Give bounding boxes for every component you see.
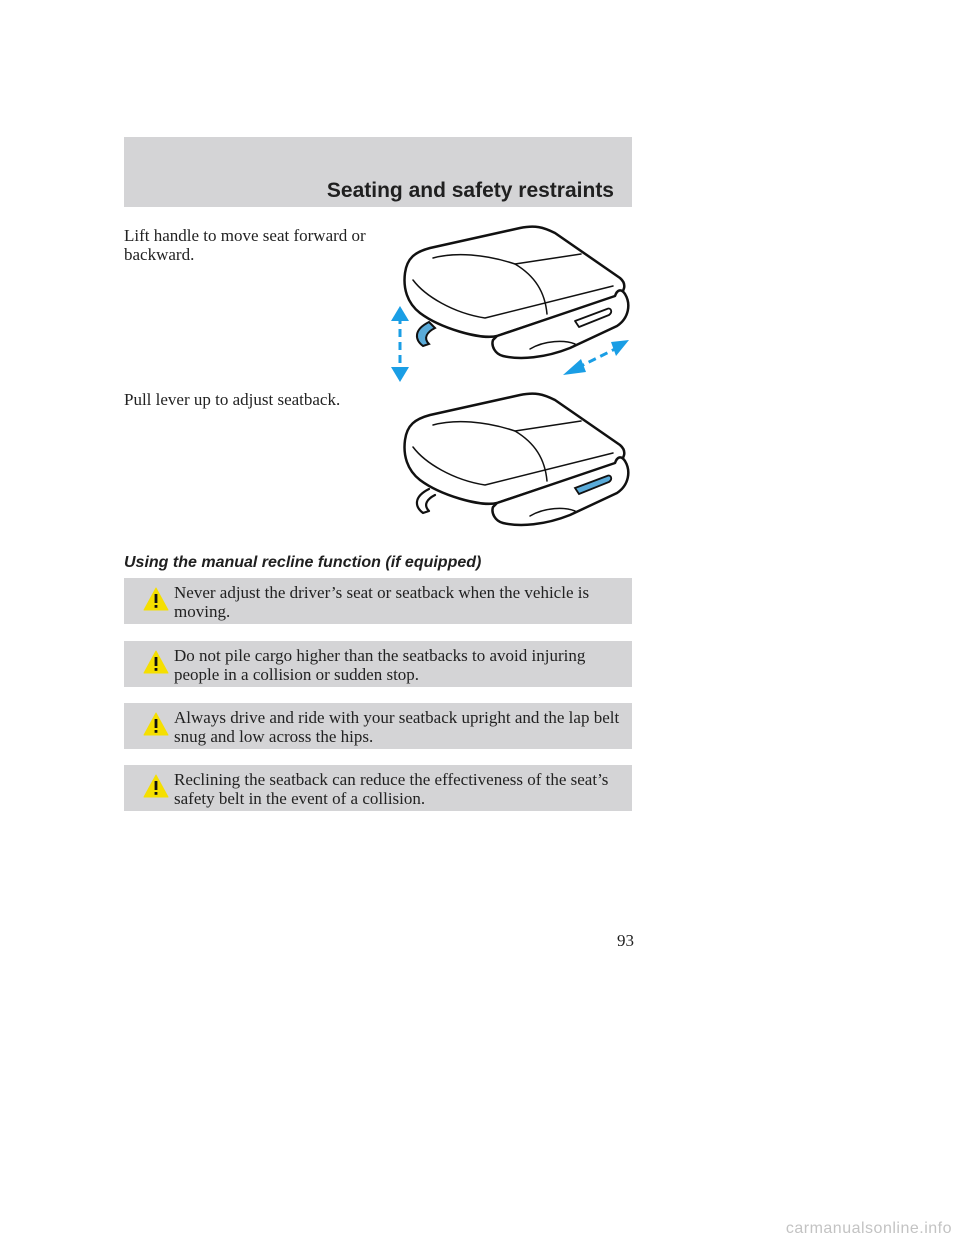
fore-aft-handle-highlighted: [417, 322, 435, 346]
warning-text: Never adjust the driver’s seat or seatback when the vehicle is moving.: [174, 583, 590, 621]
warning-box: [124, 641, 632, 687]
warning-triangle-icon: [142, 711, 170, 737]
seat-side-trim: [492, 457, 628, 525]
section-title: Seating and safety restraints: [326, 179, 614, 202]
seat-cushion-panel-line: [433, 421, 581, 431]
fore-aft-handle: [417, 489, 435, 513]
warning-box: [124, 765, 632, 811]
seat-recline-illustration: [385, 385, 635, 550]
warning-text: Reclining the seatback can reduce the effectiveness of the seat’s safety belt in the event of a collision.: [174, 770, 609, 808]
seat-side-trim: [492, 290, 628, 358]
watermark-text: carmanualsonline.info: [785, 1220, 952, 1237]
warning-box: [124, 578, 632, 624]
warning-box: [124, 703, 632, 749]
warning-triangle-icon: [142, 773, 170, 799]
page-number: 93: [617, 931, 634, 950]
seat-fore-aft-illustration: [385, 218, 635, 383]
paragraph-fore-aft-adjust: Lift handle to move seat forward or backward.: [124, 226, 366, 264]
up-down-arrow: [391, 306, 409, 382]
warning-triangle-icon: [142, 649, 170, 675]
seat-cushion-panel-line: [433, 254, 581, 264]
warning-text: Do not pile cargo higher than the seatbacks to avoid injuring people in a collision or sudden stop.: [174, 646, 586, 684]
paragraph-recline-adjust: Pull lever up to adjust seatback.: [124, 390, 341, 409]
manual-recline-subheading: Using the manual recline function (if equipped): [124, 554, 482, 571]
warning-text: Always drive and ride with your seatback upright and the lap belt snug and low across the hips.: [174, 708, 620, 746]
section-header-band: [124, 137, 632, 207]
warning-triangle-icon: [142, 586, 170, 612]
